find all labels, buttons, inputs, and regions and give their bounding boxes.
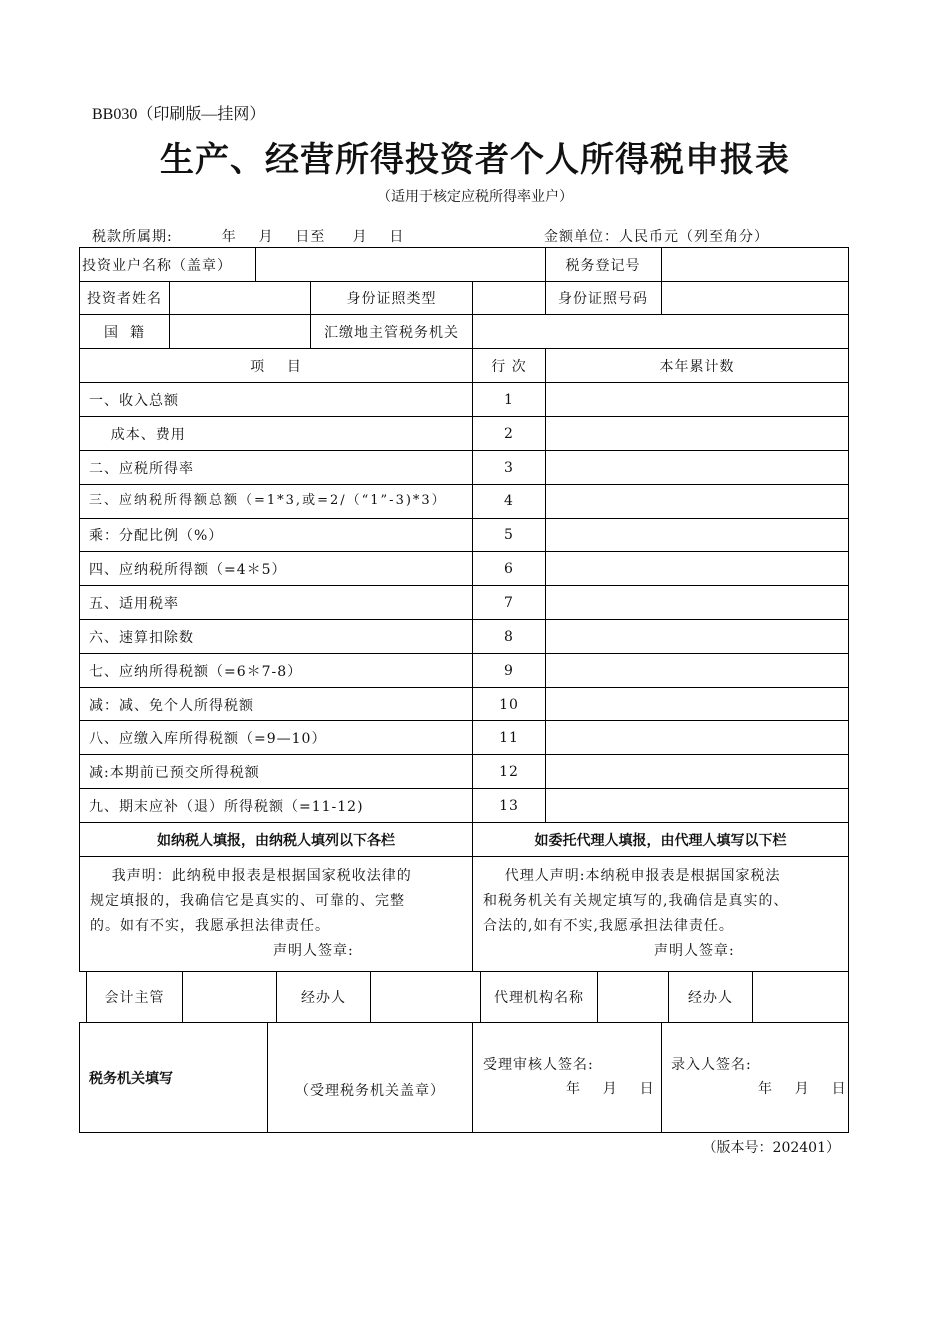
agent-section-header: 如委托代理人填报，由代理人填写以下栏 <box>534 832 787 849</box>
investor-name-field[interactable] <box>170 282 310 314</box>
id-number-field[interactable] <box>662 282 847 314</box>
accounting-supervisor-label: 会计主管 <box>104 990 165 1006</box>
id-type-field[interactable] <box>473 282 545 314</box>
column-line-header: 行 次 <box>491 358 527 375</box>
reviewer-date-label: 年 月 日 <box>566 1081 655 1097</box>
line-number: 5 <box>504 526 514 543</box>
line-number: 9 <box>504 662 514 679</box>
amount-field[interactable] <box>546 620 848 653</box>
item-label: 五、适用税率 <box>89 595 179 612</box>
amount-field[interactable] <box>546 688 848 721</box>
taxpayer-section-header: 如纳税人填报，由纳税人填列以下各栏 <box>157 832 395 849</box>
business-name-field[interactable] <box>256 248 544 281</box>
tax-office-label: 汇缴地主管税务机关 <box>324 324 459 341</box>
form-title: 生产、经营所得投资者个人所得税申报表 <box>160 140 790 180</box>
amount-field[interactable] <box>546 722 848 754</box>
item-label: 乘：分配比例（%） <box>89 527 224 544</box>
form-code: BB030（印刷版—挂网） <box>92 106 266 123</box>
taxpayer-signature-label: 声明人签章: <box>273 943 354 959</box>
item-label: 一、收入总额 <box>89 392 179 409</box>
column-item-header: 项 目 <box>250 358 302 375</box>
line-number: 13 <box>499 797 519 814</box>
amount-field[interactable] <box>546 755 848 788</box>
accounting-supervisor-field[interactable] <box>183 972 276 1022</box>
amount-field[interactable] <box>546 485 848 517</box>
currency-unit-line: 金额单位：人民币元（列至角分） <box>544 229 769 245</box>
line-number: 1 <box>504 391 514 408</box>
amount-field[interactable] <box>546 417 848 450</box>
line-number: 8 <box>504 628 514 645</box>
version-number: （版本号：202401） <box>702 1140 840 1156</box>
amount-field[interactable] <box>546 383 848 416</box>
item-label: 九、期末应补（退）所得税额（=11-12) <box>89 798 364 815</box>
item-label: 四、应纳税所得额（=4＊5） <box>89 561 287 578</box>
amount-field[interactable] <box>546 451 848 484</box>
handler-field[interactable] <box>371 972 480 1022</box>
line-number: 2 <box>504 425 514 442</box>
item-label: 三、应纳税所得额总额（=1*3,或=2/（“1”-3)*3） <box>89 493 447 508</box>
item-label: 六、速算扣除数 <box>89 629 194 646</box>
recorder-signature-label: 录入人签名: <box>671 1057 752 1073</box>
nationality-field[interactable] <box>170 315 310 348</box>
tax-office-fill-label: 税务机关填写 <box>89 1070 173 1087</box>
item-label: 减：减、免个人所得税额 <box>89 697 254 714</box>
line-number: 11 <box>499 730 519 746</box>
handler-label: 经办人 <box>301 990 346 1006</box>
line-number: 7 <box>504 594 514 611</box>
id-type-label: 身份证照类型 <box>346 291 437 307</box>
line-number: 12 <box>499 763 519 780</box>
tax-registration-label: 税务登记号 <box>565 257 641 274</box>
agent-declaration-line-3: 合法的,如有不实,我愿承担法律责任。 <box>483 918 734 934</box>
item-label: 减:本期前已预交所得税额 <box>89 764 260 781</box>
nationality-label: 国 籍 <box>104 324 145 341</box>
amount-field[interactable] <box>546 518 848 551</box>
line-number: 3 <box>504 459 514 476</box>
taxpayer-declaration-line-2: 规定填报的，我确信它是真实的、可靠的、完整 <box>90 893 405 909</box>
amount-field[interactable] <box>546 654 848 687</box>
agent-signature-label: 声明人签章: <box>654 943 735 959</box>
taxpayer-declaration-line-1: 我声明：此纳税申报表是根据国家税收法律的 <box>90 868 412 884</box>
tax-registration-field[interactable] <box>662 248 847 281</box>
amount-field[interactable] <box>546 552 848 585</box>
item-label: 七、应纳所得税额（=6＊7-8） <box>89 663 303 680</box>
tax-office-field[interactable] <box>473 315 848 348</box>
item-label: 八、应缴入库所得税额（=9—10） <box>89 731 327 747</box>
line-number: 6 <box>504 560 514 577</box>
amount-field[interactable] <box>546 789 848 822</box>
tax-office-stamp-label: （受理税务机关盖章） <box>295 1083 445 1099</box>
agency-name-field[interactable] <box>598 972 668 1022</box>
amount-field[interactable] <box>546 586 848 619</box>
form-subtitle: （适用于核定应税所得率业户） <box>377 189 573 205</box>
item-label: 二、应税所得率 <box>89 460 194 477</box>
business-name-label: 投资业户名称（盖章） <box>82 257 232 274</box>
column-amount-header: 本年累计数 <box>659 358 735 375</box>
line-number: 10 <box>499 696 519 713</box>
id-number-label: 身份证照号码 <box>558 291 648 307</box>
investor-name-label: 投资者姓名 <box>87 291 162 307</box>
line-number: 4 <box>504 493 514 509</box>
agent-handler-field[interactable] <box>753 972 848 1022</box>
agent-declaration-line-1: 代理人声明:本纳税申报表是根据国家税法 <box>483 868 781 884</box>
item-label: 成本、费用 <box>89 426 186 443</box>
agency-name-label: 代理机构名称 <box>494 990 584 1006</box>
tax-period-line: 税款所属期: 年 月 日至 月 日 <box>92 229 405 245</box>
reviewer-signature-label: 受理审核人签名: <box>483 1057 594 1073</box>
recorder-date-label: 年 月 日 <box>758 1081 847 1097</box>
taxpayer-declaration-line-3: 的。如有不实，我愿承担法律责任。 <box>90 918 330 934</box>
agent-handler-label: 经办人 <box>688 990 733 1006</box>
agent-declaration-line-2: 和税务机关有关规定填写的,我确信是真实的、 <box>483 893 789 909</box>
